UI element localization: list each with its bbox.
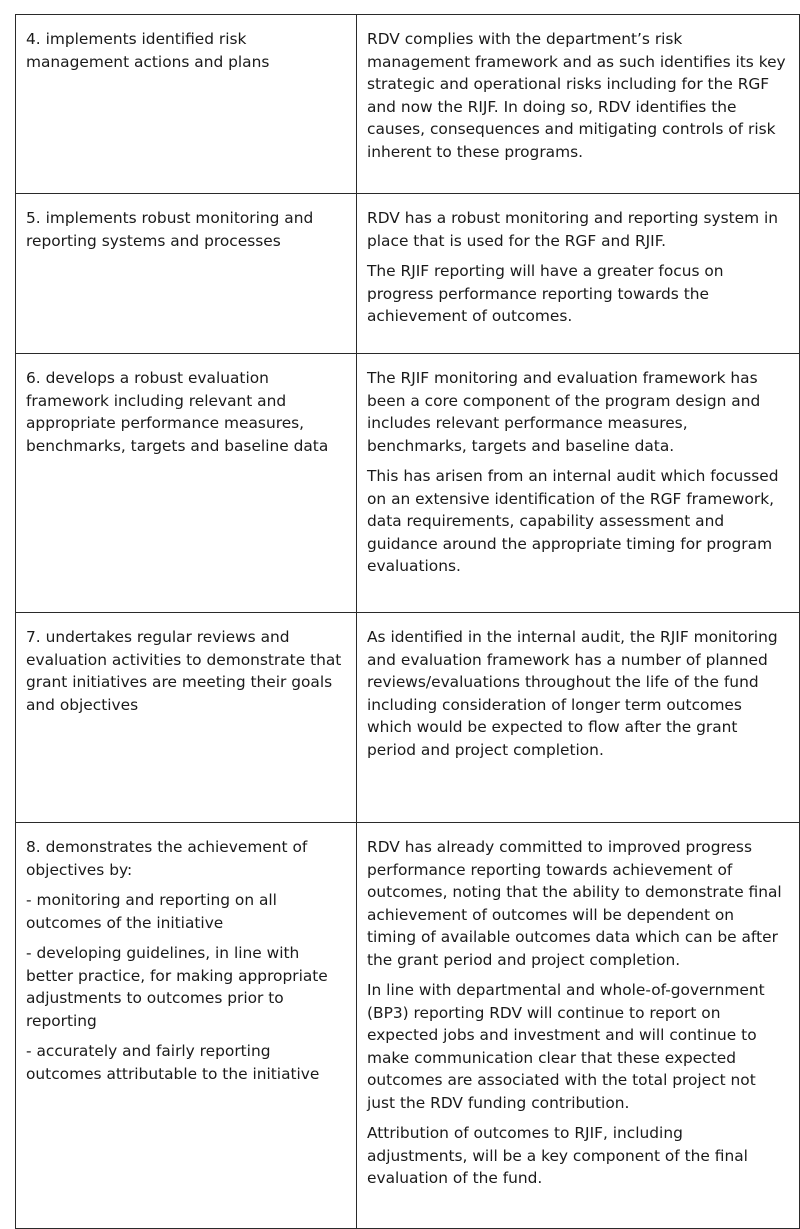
response-text: This has arisen from an internal audit which focussed on an extensive identification of the RGF framework, data requirements, capability assessment and guidance around the appropriate timing for program evaluations. — [367, 467, 779, 575]
table-row — [16, 194, 800, 354]
response-cell — [357, 194, 800, 354]
table-row — [16, 823, 800, 1229]
response-text: As identified in the internal audit, the RJIF monitoring and evaluation framework has a number of planned reviews/evaluations throughout the life of the fund including consideration of longer term outcomes which would be expected to flow after the grant period and project completion. — [367, 628, 778, 759]
criterion-cell — [16, 613, 357, 823]
criterion-text: 6. develops a robust evaluation framework including relevant and appropriate performance measures, benchmarks, targets and baseline data — [26, 369, 329, 455]
criterion-cell — [16, 823, 357, 1229]
table-row — [16, 613, 800, 823]
response-cell — [357, 15, 800, 194]
response-text: Attribution of outcomes to RJIF, including adjustments, will be a key component of the final evaluation of the fund. — [367, 1124, 748, 1187]
criterion-bullet: - monitoring and reporting on all outcomes of the initiative — [26, 891, 277, 932]
criterion-text: 4. implements identified risk management actions and plans — [26, 30, 270, 71]
response-cell — [357, 823, 800, 1229]
criterion-bullet: - accurately and fairly reporting outcomes attributable to the initiative — [26, 1042, 320, 1083]
response-text: The RJIF monitoring and evaluation framework has been a core component of the program design and includes relevant performance measures, benchmarks, targets and baseline data. — [367, 369, 761, 455]
response-cell — [357, 354, 800, 613]
response-text: RDV complies with the department’s risk management framework and as such identifies its key strategic and operational risks including for the RGF and now the RIJF. In doing so, RDV identifies the causes, consequences and mitigating controls of risk inherent to these programs. — [367, 30, 786, 161]
criterion-text: 5. implements robust monitoring and reporting systems and processes — [26, 209, 314, 250]
response-cell — [357, 613, 800, 823]
table-row — [16, 15, 800, 194]
table-row — [16, 354, 800, 613]
criterion-cell — [16, 15, 357, 194]
criterion-bullet: - developing guidelines, in line with better practice, for making appropriate adjustments to outcomes prior to reporting — [26, 944, 328, 1030]
response-text: The RJIF reporting will have a greater focus on progress performance reporting towards the achievement of outcomes. — [367, 262, 724, 325]
criterion-cell — [16, 354, 357, 613]
criterion-cell — [16, 194, 357, 354]
criteria-table — [15, 14, 800, 1229]
criterion-text: 7. undertakes regular reviews and evaluation activities to demonstrate that grant initiatives are meeting their goals and objectives — [26, 628, 342, 714]
response-text: RDV has a robust monitoring and reporting system in place that is used for the RGF and RJIF. — [367, 209, 779, 250]
response-text: RDV has already committed to improved progress performance reporting towards achievement of outcomes, noting that the ability to demonstrate final achievement of outcomes will be dependent on timing of available outcomes data which can be after the grant period and project completion. — [367, 838, 782, 969]
criterion-text: 8. demonstrates the achievement of objectives by: — [26, 838, 308, 879]
response-text: In line with departmental and whole-of-government (BP3) reporting RDV will continue to report on expected jobs and investment and will continue to make communication clear that these expected outcomes are associated with the total project not just the RDV funding contribution. — [367, 981, 765, 1112]
